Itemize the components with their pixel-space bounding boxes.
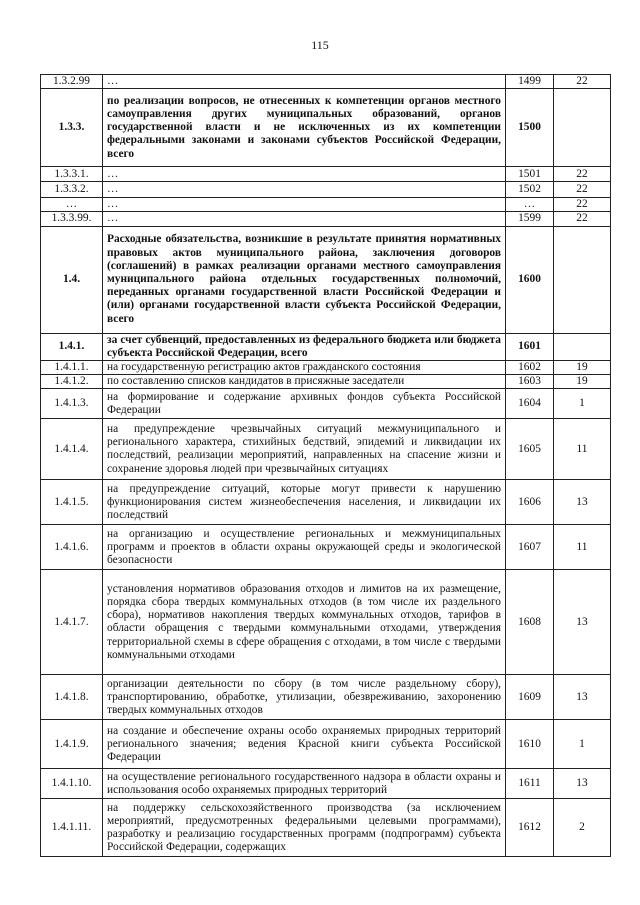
row-description: на государственную регистрацию актов гражданского состояния	[103, 361, 506, 375]
table-row	[41, 375, 611, 389]
row-line-number: 1500	[506, 89, 554, 167]
table-row	[41, 182, 611, 198]
row-code: 1.4.1.9.	[41, 720, 103, 769]
row-code: 1.4.1.8.	[41, 675, 103, 720]
row-column-value: 22	[554, 75, 611, 89]
row-description: по реализации вопросов, не отнесенных к компетенции органов местного самоуправления других муниципальных образований, органов государственной власти и не исключенных из их компетенции федеральными законами и законами субъектов Российской Федерации, всего	[103, 89, 506, 167]
table-row	[41, 720, 611, 769]
row-description: на предупреждение ситуаций, которые могут привести к нарушению функционирования систем жизнеобеспечения населения, и ликвидации их последствий	[103, 480, 506, 525]
row-column-value: 2	[554, 799, 611, 857]
row-column-value: 19	[554, 361, 611, 375]
row-description: …	[103, 167, 506, 182]
row-code: 1.4.1.	[41, 333, 103, 360]
row-column-value: 19	[554, 375, 611, 389]
table-row	[41, 75, 611, 89]
row-line-number: 1604	[506, 389, 554, 419]
row-description: …	[103, 75, 506, 89]
row-description: по составлению списков кандидатов в присяжные заседатели	[103, 375, 506, 389]
table-row	[41, 419, 611, 480]
table-row	[41, 167, 611, 182]
row-line-number: 1605	[506, 419, 554, 480]
row-line-number: 1501	[506, 167, 554, 182]
table-row	[41, 198, 611, 212]
row-column-value: 22	[554, 167, 611, 182]
row-line-number: 1502	[506, 182, 554, 198]
row-description: …	[103, 198, 506, 212]
row-code: 1.3.2.99	[41, 75, 103, 89]
table-row	[41, 212, 611, 226]
table-row	[41, 769, 611, 799]
row-code: 1.4.1.2.	[41, 375, 103, 389]
row-code: 1.4.1.7.	[41, 570, 103, 675]
row-description: на осуществление регионального государственного надзора в области охраны и использования особо охраняемых природных территорий	[103, 769, 506, 799]
row-description: …	[103, 182, 506, 198]
table-row	[41, 361, 611, 375]
row-code: 1.4.1.1.	[41, 361, 103, 375]
row-code: 1.4.1.5.	[41, 480, 103, 525]
row-code: 1.4.	[41, 226, 103, 333]
row-line-number: 1607	[506, 525, 554, 570]
row-column-value: 1	[554, 389, 611, 419]
row-column-value: 13	[554, 570, 611, 675]
row-code: 1.4.1.4.	[41, 419, 103, 480]
row-line-number: 1499	[506, 75, 554, 89]
table-row	[41, 89, 611, 167]
row-line-number: 1609	[506, 675, 554, 720]
row-code: 1.4.1.11.	[41, 799, 103, 857]
row-description: на предупреждение чрезвычайных ситуаций межмуниципального и регионального характера, стихийных бедствий, эпидемий и ликвидации их последствий, реализации мероприятий, направленных на спасение жизни и сохранение здоровья людей при чрезвычайных ситуациях	[103, 419, 506, 480]
row-code: …	[41, 198, 103, 212]
row-line-number: …	[506, 198, 554, 212]
row-description: на организацию и осуществление региональных и межмуниципальных программ и проектов в области охраны окружающей среды и экологической безопасности	[103, 525, 506, 570]
row-column-value: 13	[554, 675, 611, 720]
row-description: Расходные обязательства, возникшие в результате принятия нормативных правовых актов муниципального района, заключения договоров (соглашений) в рамках реализации органами местного самоуправления муниципального района отдельных государственных полномочий, переданных органами государственной власти Российской Федерации и (или) органами государственной власти субъекта Российской Федерации, всего	[103, 226, 506, 333]
row-line-number: 1603	[506, 375, 554, 389]
expenditure-table	[40, 74, 611, 857]
row-description: установления нормативов образования отходов и лимитов на их размещение, порядка сбора твердых коммунальных отходов (в том числе их раздельного сбора), нормативов накопления твердых коммунальных отходов, тарифов в области обращения с твердыми коммунальными отходами, утверждения территориальной схемы в сфере обращения с отходами, в том числе с твердыми коммунальными отходами	[103, 570, 506, 675]
row-line-number: 1611	[506, 769, 554, 799]
row-column-value: 13	[554, 769, 611, 799]
table-row	[41, 570, 611, 675]
row-line-number: 1606	[506, 480, 554, 525]
row-column-value: 11	[554, 419, 611, 480]
row-code: 1.3.3.99.	[41, 212, 103, 226]
row-description: на поддержку сельскохозяйственного производства (за исключением мероприятий, предусмотренных федеральными целевыми программами), разработку и реализацию государственных программ (подпрограмм) субъекта Российской Федерации, содержащих	[103, 799, 506, 857]
table-row	[41, 480, 611, 525]
row-description: организации деятельности по сбору (в том числе раздельному сбору), транспортированию, обработке, утилизации, обезвреживанию, захоронению твердых коммунальных отходов	[103, 675, 506, 720]
table-row	[41, 525, 611, 570]
table-row	[41, 333, 611, 360]
row-code: 1.3.3.	[41, 89, 103, 167]
row-line-number: 1612	[506, 799, 554, 857]
table-row	[41, 675, 611, 720]
row-column-value: 22	[554, 212, 611, 226]
row-code: 1.4.1.3.	[41, 389, 103, 419]
row-line-number: 1599	[506, 212, 554, 226]
row-code: 1.4.1.6.	[41, 525, 103, 570]
row-line-number: 1600	[506, 226, 554, 333]
table-row	[41, 799, 611, 857]
row-column-value: 1	[554, 720, 611, 769]
row-column-value: 22	[554, 182, 611, 198]
row-description: на формирование и содержание архивных фондов субъекта Российской Федерации	[103, 389, 506, 419]
row-line-number: 1602	[506, 361, 554, 375]
row-description: за счет субвенций, предоставленных из федерального бюджета или бюджета субъекта Российской Федерации, всего	[103, 333, 506, 360]
row-column-value	[554, 226, 611, 333]
table-row	[41, 389, 611, 419]
row-column-value: 13	[554, 480, 611, 525]
row-column-value	[554, 89, 611, 167]
row-code: 1.4.1.10.	[41, 769, 103, 799]
row-column-value	[554, 333, 611, 360]
row-description: на создание и обеспечение охраны особо охраняемых природных территорий регионального значения; ведения Красной книги субъекта Российской Федерации	[103, 720, 506, 769]
row-description: …	[103, 212, 506, 226]
page-number: 115	[311, 38, 329, 52]
table-body	[41, 75, 611, 857]
row-line-number: 1610	[506, 720, 554, 769]
row-code: 1.3.3.2.	[41, 182, 103, 198]
row-column-value: 22	[554, 198, 611, 212]
row-line-number: 1608	[506, 570, 554, 675]
row-column-value: 11	[554, 525, 611, 570]
table-row	[41, 226, 611, 333]
row-code: 1.3.3.1.	[41, 167, 103, 182]
row-line-number: 1601	[506, 333, 554, 360]
